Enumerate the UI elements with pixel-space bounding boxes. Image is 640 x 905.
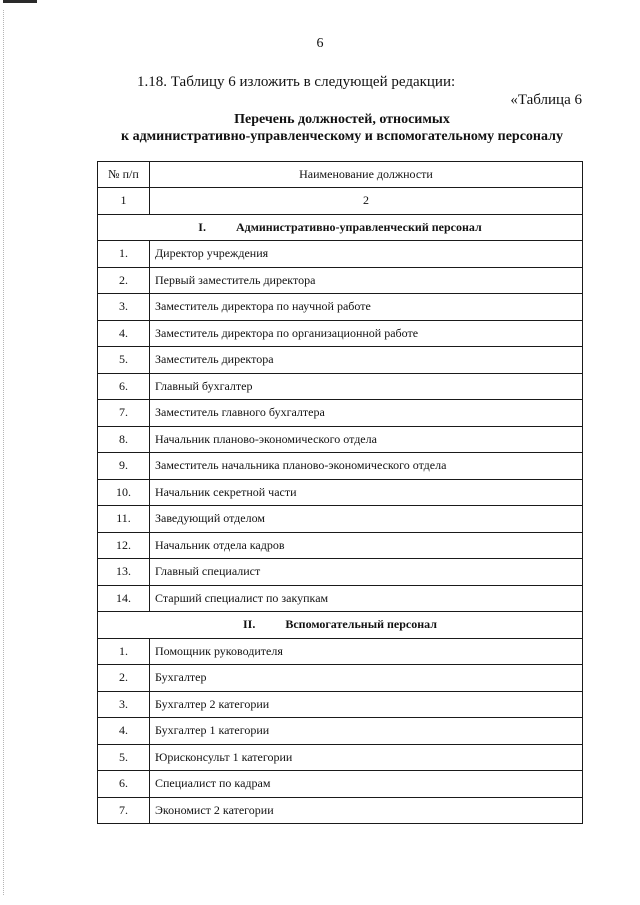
- table-row: [98, 479, 583, 506]
- row-number: 10.: [98, 479, 150, 506]
- position-name: Начальник отдела кадров: [150, 532, 583, 559]
- position-name: Юрисконсульт 1 категории: [150, 744, 583, 771]
- position-name: Директор учреждения: [150, 241, 583, 268]
- row-number: 4.: [98, 718, 150, 745]
- position-name: Экономист 2 категории: [150, 797, 583, 824]
- table-row: [98, 320, 583, 347]
- row-number: 9.: [98, 453, 150, 480]
- table-body: [98, 188, 583, 824]
- table-row: [98, 453, 583, 480]
- table-row: [98, 797, 583, 824]
- row-number: 12.: [98, 532, 150, 559]
- position-name: Бухгалтер 2 категории: [150, 691, 583, 718]
- position-name: Заведующий отделом: [150, 506, 583, 533]
- table-row: [98, 347, 583, 374]
- section-code: I.: [198, 219, 206, 234]
- table-row: [98, 426, 583, 453]
- position-name: Помощник руководителя: [150, 638, 583, 665]
- section-title: Вспомогательный персонал: [285, 617, 437, 632]
- row-number: 2.: [98, 665, 150, 692]
- position-name: Бухгалтер: [150, 665, 583, 692]
- row-number: 6.: [98, 771, 150, 798]
- column-number-1: 1: [98, 188, 150, 215]
- row-number: 3.: [98, 691, 150, 718]
- title-line-2: к административно-управленческому и вспомогательному персоналу: [121, 129, 563, 144]
- title-line-1: Перечень должностей, относимых: [234, 112, 450, 127]
- position-name: Специалист по кадрам: [150, 771, 583, 798]
- table-header-row: [98, 162, 583, 188]
- row-number: 13.: [98, 559, 150, 586]
- table-row: [98, 559, 583, 586]
- row-number: 3.: [98, 294, 150, 321]
- table-row: [98, 267, 583, 294]
- row-number: 6.: [98, 373, 150, 400]
- position-name: Заместитель главного бухгалтера: [150, 400, 583, 427]
- section-title: Административно-управленческий персонал: [235, 219, 482, 234]
- row-number: 8.: [98, 426, 150, 453]
- section-header: [98, 612, 583, 639]
- row-number: 1.: [98, 638, 150, 665]
- table-row: [98, 665, 583, 692]
- row-number: 7.: [98, 797, 150, 824]
- row-number: 7.: [98, 400, 150, 427]
- section-code: II.: [242, 617, 256, 632]
- row-number: 4.: [98, 320, 150, 347]
- position-name: Заместитель директора по организационной работе: [150, 320, 583, 347]
- row-number: 14.: [98, 585, 150, 612]
- row-number: 5.: [98, 347, 150, 374]
- page-number: 6: [316, 36, 324, 51]
- table-row: [98, 638, 583, 665]
- position-name: Первый заместитель директора: [150, 267, 583, 294]
- position-name: Начальник секретной части: [150, 479, 583, 506]
- section-header-row: [98, 612, 583, 639]
- table-row: [98, 506, 583, 533]
- table-row: [98, 532, 583, 559]
- position-name: Заместитель директора: [150, 347, 583, 374]
- table-row: [98, 400, 583, 427]
- table-row: [98, 373, 583, 400]
- row-number: 5.: [98, 744, 150, 771]
- scan-mark: [3, 0, 37, 3]
- header-number: № п/п: [98, 162, 150, 188]
- amendment-instruction: 1.18. Таблицу 6 изложить в следующей редакции:: [137, 74, 456, 90]
- table-row: [98, 294, 583, 321]
- position-name: Главный специалист: [150, 559, 583, 586]
- table-row: [98, 744, 583, 771]
- section-header: [98, 214, 583, 241]
- position-name: Старший специалист по закупкам: [150, 585, 583, 612]
- header-position-name: Наименование должности: [150, 162, 583, 188]
- position-name: Бухгалтер 1 категории: [150, 718, 583, 745]
- table-row: [98, 718, 583, 745]
- position-name: Начальник планово-экономического отдела: [150, 426, 583, 453]
- row-number: 1.: [98, 241, 150, 268]
- table-row: [98, 585, 583, 612]
- column-number-2: 2: [150, 188, 583, 215]
- position-name: Главный бухгалтер: [150, 373, 583, 400]
- document-title: [0, 111, 640, 145]
- position-name: Заместитель директора по научной работе: [150, 294, 583, 321]
- row-number: 11.: [98, 506, 150, 533]
- position-name: Заместитель начальника планово-экономического отдела: [150, 453, 583, 480]
- section-header-row: [98, 214, 583, 241]
- column-number-row: [98, 188, 583, 215]
- table-row: [98, 691, 583, 718]
- row-number: 2.: [98, 267, 150, 294]
- table-row: [98, 771, 583, 798]
- table-reference: «Таблица 6: [510, 92, 582, 108]
- positions-table: [97, 161, 583, 824]
- table-row: [98, 241, 583, 268]
